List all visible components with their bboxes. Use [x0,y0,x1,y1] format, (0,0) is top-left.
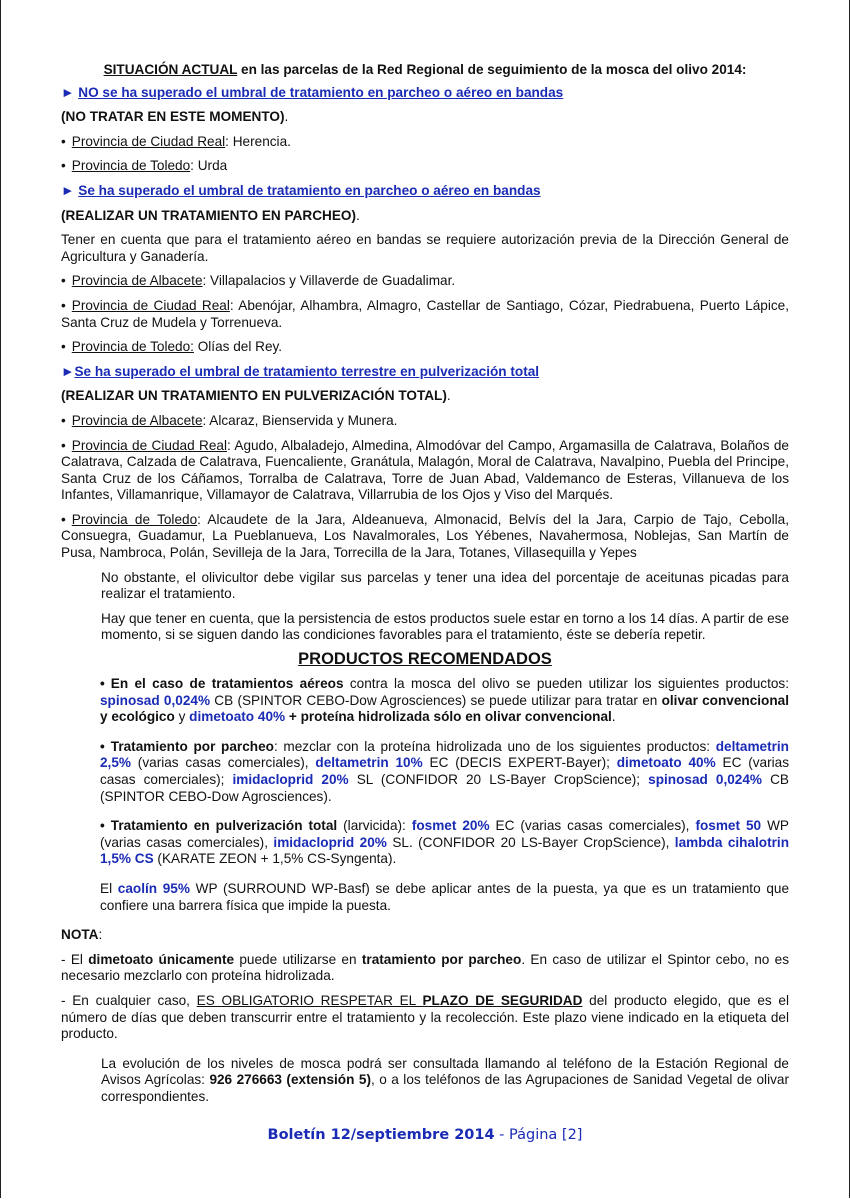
b2-t3: EC (DECIS EXPERT-Bayer); [422,755,617,771]
n1-b1: dimetoato únicamente [88,951,235,967]
sec2-action-text: (REALIZAR UN TRATAMIENTO EN PARCHEO) [61,207,357,223]
n1-b2: tratamiento por parcheo [361,951,522,967]
product-fosmet-50: fosmet 50 [695,818,762,834]
b2-t2: (varias casas comerciales), [130,755,316,771]
sec2-item-albacete [61,273,789,290]
sec2-note: Tener en cuenta que para el tratamiento aéreo en bandas se requiere autorización previa de la Dirección General de Agricultura y Ganadería. [61,232,789,264]
prov-label: Provincia de Ciudad Real [71,437,227,453]
sec3-heading [61,364,789,381]
nota-colon: : [98,927,103,943]
b3-lead: • Tratamiento en pulverización total [100,818,337,833]
sec2-item-toledo [61,339,789,356]
n2-t0: - En cualquier caso, [61,992,197,1008]
prov-label: Provincia de Toledo [71,158,191,174]
sec2-action-dot: . [356,207,360,223]
b1-lead: • En el caso de tratamientos aéreos [100,676,344,691]
b2-t6: CB (SPINTOR CEBO-Dow Agrosciences). [100,772,789,804]
producto-caolin [100,881,789,914]
b3-t1: (larvicida): [337,818,412,834]
b3-t5: (KARATE ZEON + 1,5% CS-Syngenta). [153,851,397,867]
situation-title [61,62,789,79]
sec2-heading-text: Se ha superado el umbral de tratamiento en parcheo o aéreo en bandas [78,182,541,198]
footer-bulletin: Boletín 12/septiembre 2014 [267,1127,495,1143]
arrow-icon: ► [61,84,75,100]
b4-t1: WP (SURROUND WP-Basf) se debe aplicar antes de la puesta, ya que es un tratamiento que confiere una barrera física que impide la puesta. [100,880,789,913]
closing-t1: , o a los teléfonos de las Agrupaciones de Sanidad Vegetal de olivar correspondientes. [101,1072,789,1104]
prov-text: : Villapalacios y Villaverde de Guadalimar. [202,273,456,289]
product-spinosad: spinosad 0,024% [100,692,211,708]
arrow-icon: ► [61,363,75,379]
productos-block [61,676,789,914]
producto-aereos [100,676,789,726]
sec2-item-ciudad-real [61,298,789,331]
title-rest: en las parcelas de la Red Regional de seguimiento de la mosca del olivo 2014: [237,62,747,77]
prov-text: : Alcaraz, Bienservida y Munera. [202,412,398,428]
sec3-item-ciudad-real [61,438,789,504]
footer-page: - Página [2] [494,1127,583,1143]
closing-t0: La evolución de los niveles de mosca podrá ser consultada llamando al teléfono de la Estación Regional de Avisos Agrícolas: [101,1055,789,1088]
sec2-heading [61,183,789,200]
b1-t4: y [174,709,190,725]
prov-text: Olías del Rey. [193,339,283,355]
product-spinosad: spinosad 0,024% [648,772,763,787]
product-imidacloprid: imidacloprid 20% [232,772,349,787]
product-imidacloprid: imidacloprid 20% [273,834,387,850]
sec1-item-toledo [61,158,789,175]
prov-label: Provincia de Toledo [71,511,198,527]
prov-label: Provincia de Albacete [71,412,203,428]
sec3-action-text: (REALIZAR UN TRATAMIENTO EN PULVERIZACIÓN TOTAL) [61,388,447,404]
nota-title: NOTA [61,927,99,943]
b1-t2: CB (SPINTOR CEBO-Dow Agrosciences) se puede utilizar para tratar en [210,692,662,708]
sec3-heading-text: Se ha superado el umbral de tratamiento terrestre en pulverización total [74,363,540,379]
product-fosmet-20: fosmet 20% [411,818,490,834]
sec1-item-ciudad-real [61,134,789,151]
sec1-heading [61,85,789,102]
product-deltametrin-10: deltametrin 10% [315,755,423,771]
product-dimetoato: dimetoato 40% [189,709,286,725]
sec3-item-toledo [61,512,789,562]
nota-1 [61,952,789,985]
para-persistencia: Hay que tener en cuenta, que la persistencia de estos productos suele estar en torno a los 14 días. A partir de ese momento, si se siguen dando las condiciones favorables para el tratamiento, éste se debería repetir. [101,610,789,643]
prov-label: Provincia de Ciudad Real [71,133,226,149]
producto-pulverizacion [100,818,789,868]
b1-t5: + proteína hidrolizada sólo en olivar convencional [285,709,612,725]
productos-title: PRODUCTOS RECOMENDADOS [298,650,552,669]
prov-text: : Alcaudete de la Jara, Aldeanueva, Almonacid, Belvís del la Jara, Carpio de Tajo, Cebolla, Consuegra, Guadamur, La Pueblanueva, Los Navalmorales, Los Yébenes, Navahermosa, Noblejas, San Martín de Pusa, Nambroca, Polán, Sevilleja de la Jara, Torrecilla de la Jara, Totanes, Villasequilla y Yepes [61,511,789,561]
sec2-action [61,208,789,225]
sec1-action-text: (NO TRATAR EN ESTE MOMENTO) [61,109,285,125]
document-body [61,62,789,1106]
sec3-action-dot: . [446,388,451,404]
n2-t1: del producto elegido, que es el número de días que deben transcurrir entre el tratamiento y la recolección. Este plazo viene indicado en la etiqueta del producto. [61,992,789,1042]
b2-t5: SL (CONFIDOR 20 LS-Bayer CropScience); [348,772,649,787]
title-situacion: SITUACIÓN ACTUAL [103,62,238,77]
product-caolin: caolín 95% [117,880,190,896]
prov-label: Provincia de Albacete [71,273,203,289]
b2-lead: • Tratamiento por parcheo [100,739,274,754]
product-dimetoato: dimetoato 40% [616,755,716,771]
b2-t4: EC (varias casas comerciales); [100,755,790,787]
producto-parcheo [100,739,789,805]
prov-label: Provincia de Ciudad Real [71,297,230,313]
prov-label: Provincia de Toledo: [71,339,194,355]
prov-text: : Abenójar, Alhambra, Almagro, Castellar de Santiago, Cózar, Piedrabuena, Puerto Lápice, Santa Cruz de Mudela y Torrenueva. [61,297,789,330]
sec1-heading-text: NO se ha superado el umbral de tratamiento en parcheo o aéreo en bandas [78,84,564,100]
b1-t6: . [611,709,616,725]
page-footer [0,1127,850,1143]
closing-para [61,1056,789,1106]
n2-u1: ES OBLIGATORIO RESPETAR EL [196,992,423,1008]
sec1-action-dot: . [284,109,289,125]
sec3-item-albacete [61,413,789,430]
n1-t1: puede utilizarse en [234,951,362,967]
para-vigilar: No obstante, el olivicultor debe vigilar sus parcelas y tener una idea del porcentaje de aceitunas picadas para realizar el tratamiento. [101,569,789,602]
product-lambda-cihalotrin: lambda cihalotrin 1,5% CS [100,834,789,867]
n1-t0: - El [61,951,89,967]
b3-t4: SL. (CONFIDOR 20 LS-Bayer CropScience), [386,834,675,850]
prov-text: : Agudo, Albaladejo, Almedina, Almodóvar del Campo, Argamasilla de Calatrava, Bolaños de Calatrava, Calzada de Calatrava, Fuencaliente, Granátula, Malagón, Moral de Calatrava, Navalpino, Puebla del Principe, Santa Cruz de los Cáñamos, Torralba de Calatrava, Torre de Juan Abad, Valdemanco de Esteras, Villanueva de los Infantes, Villamanrique, Villamayor de Calatrava, Villarrubia de los Ojos y Viso del Marqués. [61,437,789,503]
b2-t1: : mezclar con la proteína hidrolizada uno de los siguientes productos: [273,738,716,754]
prov-text: : Urda [190,158,228,174]
product-deltametrin-25: deltametrin 2,5% [100,738,789,771]
b3-t3: WP (varias casas comerciales), [100,818,789,850]
b1-t3: olivar convencional y ecológico [100,692,789,725]
nota-2 [61,993,789,1043]
b3-t2: EC (varias casas comerciales), [489,818,696,834]
nota-heading [61,927,789,944]
phone-number: 926 276663 (extensión 5) [209,1072,371,1088]
sec1-action [61,109,789,126]
prov-text: : Herencia. [225,133,291,149]
arrow-icon: ► [61,182,75,198]
sec3-action [61,388,789,405]
b4-t0: El [100,880,118,896]
b1-t1: contra la mosca del olivo se pueden utilizar los siguientes productos: [343,676,790,692]
n1-t2: . En caso de utilizar el Spintor cebo, no es necesario mezclarlo con proteína hidrolizada. [61,951,790,984]
n2-u2: PLAZO DE SEGURIDAD [422,992,583,1008]
